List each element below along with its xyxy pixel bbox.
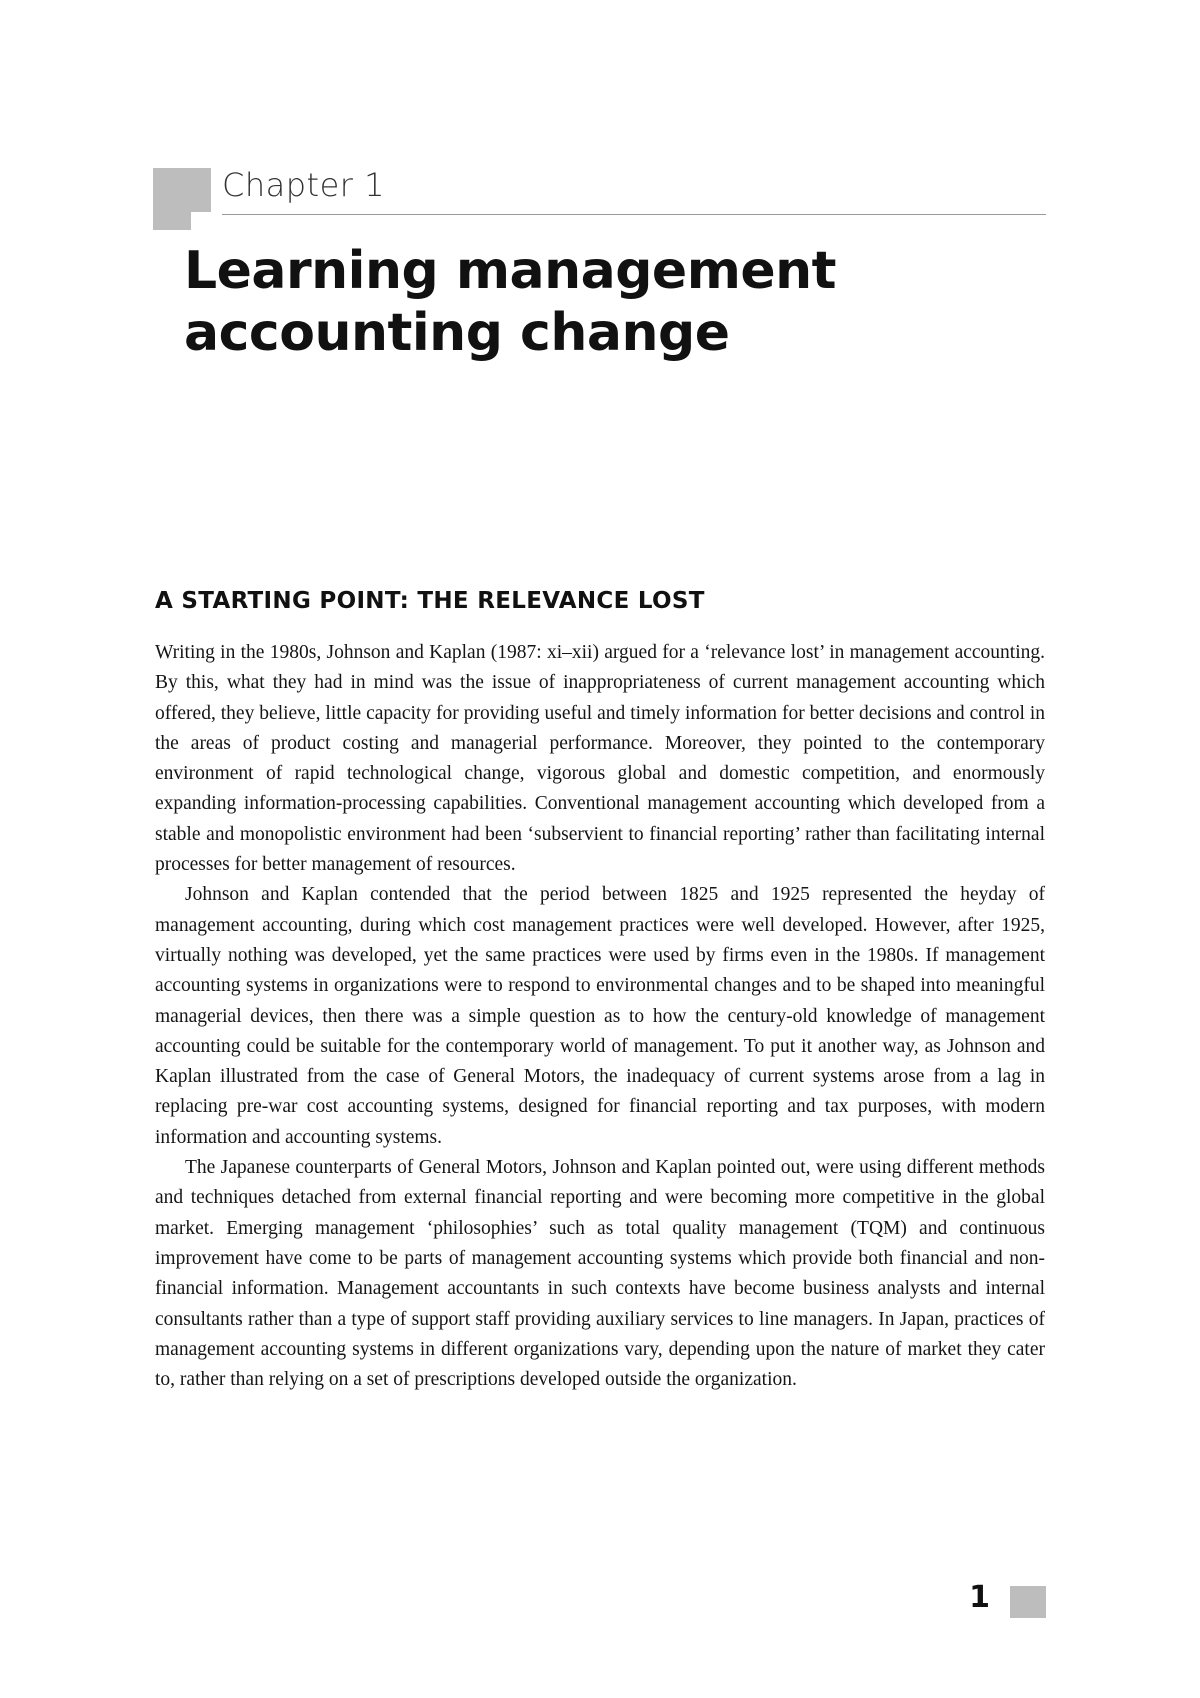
paragraph-1: Writing in the 1980s, Johnson and Kaplan (1987: xi–xii) argued for a ‘relevance lost’ in management accounting. By this, what they had in mind was the issue of inappropriateness of current management accounting which offered, they believe, little capacity for providing useful and timely information for better decisions and control in the areas of product costing and managerial performance. Moreover, they pointed to the contemporary environment of rapid technological change, vigorous global and domestic competition, and enormously expanding information-processing capabilities. Conventional management accounting which developed from a stable and monopolistic environment had been ‘subservient to financial reporting’ rather than facilitating internal processes for better management of resources. bbox=[155, 642, 1045, 876]
chapter-title-line-1: Learning management bbox=[184, 241, 837, 301]
page-number: 1 bbox=[969, 1580, 990, 1615]
paragraph-2: Johnson and Kaplan contended that the period between 1825 and 1925 represented the heyday of management accounting, during which cost management practices were well developed. However, after 1925, virtually nothing was developed, yet the same practices were used by firms even in the 1980s. If management accounting systems in organizations were to respond to environmental changes and to be shaped into meaningful managerial devices, then there was a simple question as to how the century-old knowledge of management accounting could be suitable for the contemporary world of management. To put it another way, as Johnson and Kaplan illustrated from the case of General Motors, the inadequacy of current systems arose from a lag in replacing pre-war cost accounting systems, designed for financial reporting and tax purposes, with modern information and accounting systems. bbox=[155, 884, 1045, 1148]
chapter-title-line-2: accounting change bbox=[184, 303, 730, 363]
page-number-marker bbox=[1010, 1586, 1046, 1618]
paragraph-3: The Japanese counterparts of General Motors, Johnson and Kaplan pointed out, were using different methods and techniques detached from external financial reporting and were becoming more competitive in the global market. Emerging management ‘philosophies’ such as total quality management (TQM) and continuous improvement have come to be parts of management accounting systems which provide both financial and non-financial information. Management accountants in such contexts have become business analysts and internal consultants rather than a type of support staff providing auxiliary services to line managers. In Japan, practices of management accounting systems in different organizations vary, depending upon the nature of market they cater to, rather than relying on a set of prescriptions developed outside the organization. bbox=[155, 1157, 1045, 1391]
chapter-label: Chapter 1 bbox=[222, 166, 385, 204]
chapter-title bbox=[184, 240, 1044, 364]
section-heading: A STARTING POINT: THE RELEVANCE LOST bbox=[155, 588, 705, 614]
body-text bbox=[155, 638, 1045, 1395]
chapter-marker-block bbox=[153, 168, 211, 230]
chapter-rule bbox=[222, 214, 1046, 215]
